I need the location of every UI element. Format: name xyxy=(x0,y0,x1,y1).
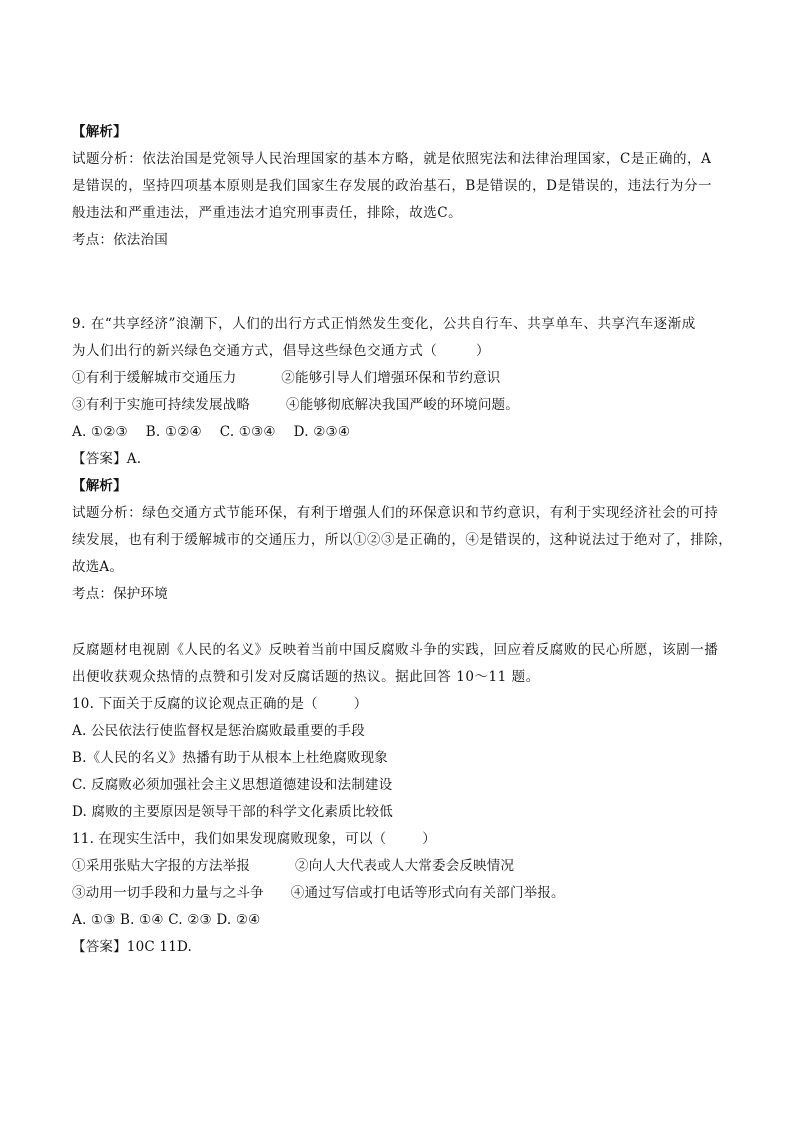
question-9-answer: 【答案】A. xyxy=(72,451,142,467)
analysis-heading: 【解析】 xyxy=(72,124,127,140)
question-11-items-line: ①采用张贴大字报的方法举报 ②向人大代表或人大常委会反映情况 xyxy=(72,858,515,874)
analysis-text-line: 般违法和严重违法，严重违法才追究刑事责任，排除，故选C。 xyxy=(72,205,463,221)
question-10-option: D. 腐败的主要原因是领导干部的科学文化素质比较低 xyxy=(72,804,393,820)
analysis-text-line: 试题分析：绿色交通方式节能环保，有利于增强人们的环保意识和节约意识，有利于实现经济社会的可持 xyxy=(72,505,719,521)
question-9-choices: A. ①②③ B. ①②④ C. ①③④ D. ②③④ xyxy=(72,424,351,440)
question-9-items-line: ①有利于缓解城市交通压力 ②能够引导人们增强环保和节约意识 xyxy=(72,370,501,386)
question-10-option: B.《人民的名义》热播有助于从根本上杜绝腐败现象 xyxy=(72,750,389,766)
question-11-choices: A. ①③ B. ①④ C. ②③ D. ②④ xyxy=(72,912,261,928)
analysis-text-line: 试题分析：依法治国是党领导人民治理国家的基本方略，就是依照宪法和法律治理国家，C是正确的，A xyxy=(72,151,712,167)
kaodian-line: 考点：依法治国 xyxy=(72,232,168,248)
material-intro-line: 出便收获观众热情的点赞和引发对反腐话题的热议。据此回答 10～11 题。 xyxy=(72,669,540,685)
question-11-stem: 11. 在现实生活中，我们如果发现腐败现象，可以（ ） xyxy=(72,831,436,847)
question-10-option: A. 公民依法行使监督权是惩治腐败最重要的手段 xyxy=(72,723,365,739)
questions-10-11-answer: 【答案】10C 11D. xyxy=(72,939,193,955)
material-intro-line: 反腐题材电视剧《人民的名义》反映着当前中国反腐败斗争的实践，回应着反腐败的民心所愿，该剧一播 xyxy=(72,642,719,658)
kaodian-line: 考点：保护环境 xyxy=(72,586,168,602)
question-11-items-line: ③动用一切手段和力量与之斗争 ④通过写信或打电话等形式向有关部门举报。 xyxy=(72,885,565,901)
analysis-text-line: 故选A。 xyxy=(72,559,124,575)
question-10-option: C. 反腐败必须加强社会主义思想道德建设和法制建设 xyxy=(72,777,393,793)
question-10-stem: 10. 下面关于反腐的议论观点正确的是（ ） xyxy=(72,696,368,712)
question-9-stem-line: 9. 在“共享经济”浪潮下，人们的出行方式正悄然发生变化，公共自行车、共享单车、共享汽车逐渐成 xyxy=(72,316,696,332)
analysis-text-line: 是错误的，坚持四项基本原则是我们国家生存发展的政治基石，B是错误的，D是错误的，违法行为分一 xyxy=(72,178,713,194)
analysis-text-line: 续发展，也有利于缓解城市的交通压力，所以①②③是正确的，④是错误的，这种说法过于绝对了，排除， xyxy=(72,532,733,548)
question-9-stem-line: 为人们出行的新兴绿色交通方式，倡导这些绿色交通方式（ ） xyxy=(72,343,491,359)
question-9-items-line: ③有利于实施可持续发展战略 ④能够彻底解决我国严峻的环境问题。 xyxy=(72,397,519,413)
analysis-heading: 【解析】 xyxy=(72,478,127,494)
